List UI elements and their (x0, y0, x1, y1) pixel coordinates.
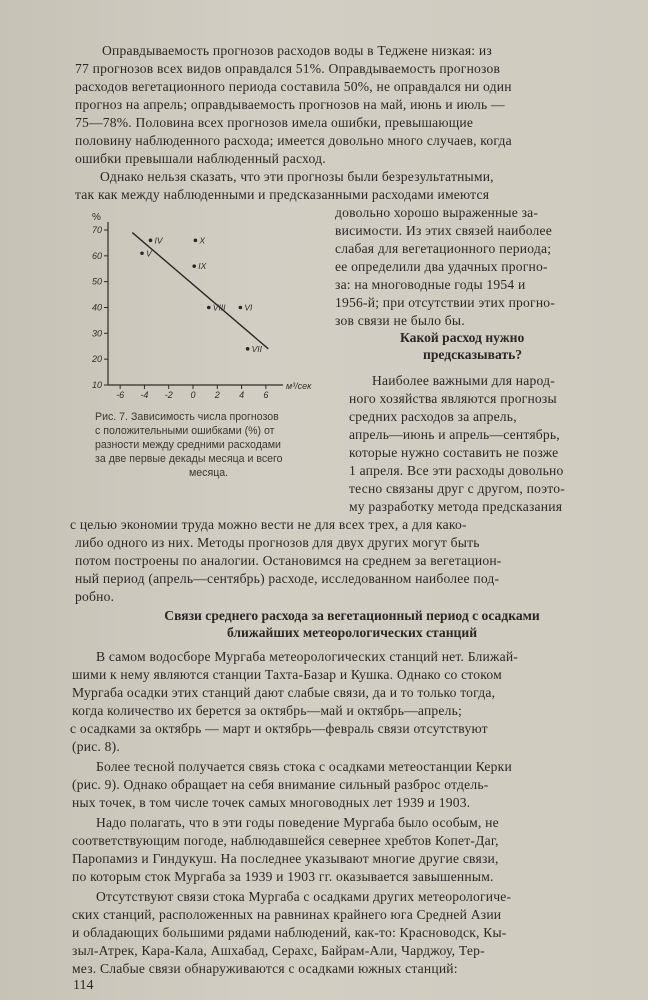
text-line: по которым сток Мургаба за 1939 и 1903 гг. оказывается завышенным. (72, 869, 494, 884)
text-line: робно. (75, 589, 115, 604)
text-line: расходов вегетационного периода составила 50%, не оправдался ни один (75, 79, 512, 94)
data-point (140, 251, 144, 255)
text-line: Мургаба осадки этих станций дают слабые связи, да и то только тогда, (72, 685, 496, 700)
data-point-label: IX (198, 261, 207, 272)
text-line: мез. Слабые связи обнаруживаются с осадками южных станций: (72, 961, 458, 976)
page-number: 114 (73, 978, 94, 993)
text-line: Оправдываемость прогнозов расходов воды в Теджене низкая: из (102, 43, 492, 58)
text-line: ее определили два удачных прогно- (335, 259, 548, 274)
text-line: ных точек, в том числе точек самых многоводных лет 1939 и 1903. (72, 795, 471, 810)
text-line: так как между наблюденными и предсказанными расходами имеются (75, 187, 490, 202)
data-point (246, 347, 250, 351)
text-line: Более тесной получается связь стока с осадками метеостанции Керки (96, 759, 512, 774)
x-axis-label: м³/сек (286, 381, 312, 391)
text-line: соответствующим погоде, наблюдавшейся севернее хребтов Копет-Даг, (72, 833, 499, 848)
section-heading: Связи среднего расхода за вегетационный период с осадками (164, 608, 540, 623)
figure-7-chart (78, 205, 328, 405)
text-line: когда количество их берется за октябрь—май и октябрь—апрель; (72, 703, 463, 718)
data-point-label: X (199, 235, 206, 246)
section-subheading: Какой расход нужно (400, 330, 525, 345)
x-tick-label: -4 (140, 390, 149, 400)
text-line: слабая для вегетационного периода; (335, 241, 552, 256)
text-line: 75—78%. Половина всех прогнозов имела ошибки, превышающие (75, 115, 474, 130)
x-tick-label: -2 (164, 390, 173, 400)
text-line: Наиболее важными для народ- (372, 373, 555, 388)
text-line: тесно связаны друг с другом, поэто- (349, 481, 565, 496)
text-line: (рис. 8). (72, 739, 120, 754)
text-line: 1 апреля. Все эти расходы довольно (349, 463, 564, 478)
caption-line: Рис. 7. Зависимость числа прогнозов (95, 411, 279, 423)
data-point (239, 306, 243, 310)
caption-line: месяца. (189, 467, 229, 479)
x-tick-label: -6 (116, 390, 125, 400)
x-tick-label: 2 (214, 390, 220, 400)
caption-line: разности между средними расходами (95, 439, 281, 451)
text-line: которые нужно составить не позже (349, 445, 559, 460)
text-line: ного хозяйства являются прогнозы (349, 391, 557, 406)
data-point-label: VIII (212, 302, 226, 313)
text-line: за: на многоводные годы 1954 и (335, 277, 526, 292)
text-line: Отсутствуют связи стока Мургаба с осадками других метеорологиче- (96, 889, 512, 904)
text-line: прогноз на апрель; оправдываемость прогнозов на май, июнь и июль — (75, 97, 505, 112)
section-subheading: предсказывать? (423, 347, 523, 362)
y-tick-label: 70 (91, 225, 102, 235)
y-tick-label: 20 (91, 354, 102, 365)
text-line: с осадками за октябрь — март и октябрь—февраль связи отсутствуют (70, 721, 488, 736)
text-line: му разработку метода предсказания (349, 499, 563, 514)
text-line: (рис. 9). Однако обращает на себя внимание сильный разброс отдель- (72, 777, 489, 792)
data-point-label: IV (154, 235, 163, 246)
x-tick-label: 4 (239, 390, 245, 400)
data-point-label: VI (244, 302, 253, 313)
text-line: зов связи не было бы. (335, 313, 465, 328)
data-point (194, 239, 198, 243)
caption-line: с положительными ошибками (%) от (95, 425, 275, 437)
y-tick-label: 40 (91, 302, 102, 313)
text-line: висимости. Из этих связей наиболее (335, 223, 552, 238)
text-line: половину наблюденного расхода; имеется довольно много случаев, когда (75, 133, 512, 148)
y-tick-label: 30 (91, 328, 102, 339)
text-line: зыл-Атрек, Кара-Кала, Ашхабад, Серахс, Байрам-Али, Чарджоу, Тер- (72, 943, 485, 958)
y-tick-label: 60 (91, 250, 102, 261)
text-line: либо одного из них. Методы прогнозов для двух других могут быть (75, 535, 480, 550)
y-tick-label: 50 (91, 276, 102, 287)
fit-line (132, 233, 268, 349)
text-line: ошибки превышали наблюденный расход. (75, 151, 326, 166)
text-line: 1956-й; при отсутствии этих прогно- (335, 295, 556, 310)
data-point (207, 306, 211, 310)
text-line: потом построены по аналогии. Остановимся на среднем за вегетацион- (75, 553, 502, 568)
text-line: Надо полагать, что в эти годы поведение Мургаба было особым, не (96, 815, 499, 830)
text-line: Однако нельзя сказать, что эти прогнозы были безрезультатными, (100, 169, 494, 184)
text-line: средних расходов за апрель, (349, 409, 517, 424)
text-line: шими к нему являются станции Тахта-Базар и Кушка. Однако со стоком (72, 667, 502, 682)
text-line: 77 прогнозов всех видов оправдался 51%. Оправдываемость прогнозов (75, 61, 501, 76)
text-line: В самом водосборе Мургаба метеорологических станций нет. Ближай- (96, 649, 519, 664)
data-point-label: V (146, 248, 152, 259)
data-point (192, 264, 196, 268)
text-line: апрель—июнь и апрель—сентябрь, (349, 427, 560, 442)
text-line: с целью экономии труда можно вести не для всех трех, а для како- (70, 517, 467, 532)
x-tick-label: 6 (263, 390, 269, 400)
data-point-label: VII (251, 343, 263, 354)
text-line: довольно хорошо выраженные за- (335, 205, 539, 220)
y-tick-label: 10 (91, 380, 102, 390)
text-line: ских станций, расположенных на равнинах крайнего юга Средней Азии (72, 907, 502, 922)
text-line: ный период (апрель—сентябрь) расходе, исследованном наиболее под- (75, 571, 500, 586)
y-axis-label: % (92, 212, 101, 223)
section-heading: ближайших метеорологических станций (226, 625, 478, 640)
caption-line: за две первые декады месяца и всего (95, 453, 283, 465)
text-line: и обладающих большими рядами наблюдений, как-то: Красноводск, Кы- (72, 925, 507, 940)
text-line: Паропамиз и Гиндукуш. На последнее указывают многие другие связи, (72, 851, 499, 866)
data-point (149, 239, 153, 243)
x-tick-label: 0 (190, 390, 196, 400)
